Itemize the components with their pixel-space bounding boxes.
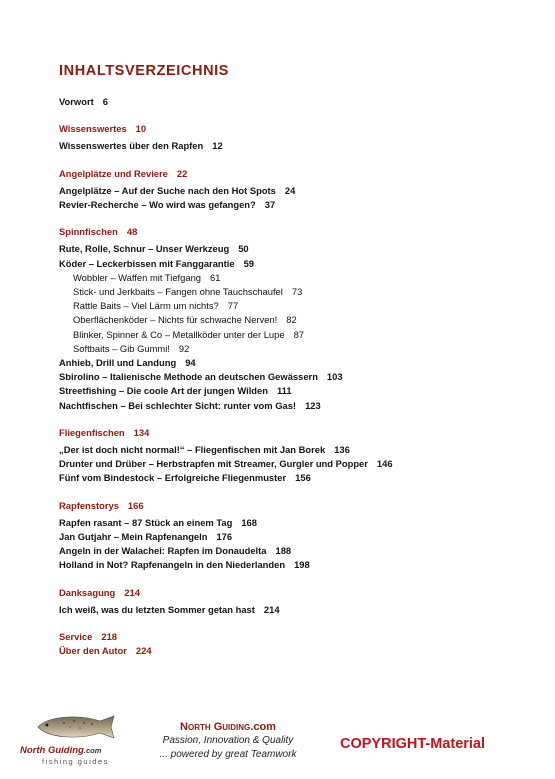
copyright-notice: COPYRIGHT-Material [340, 736, 486, 752]
toc-page-number: 136 [334, 444, 350, 455]
toc-page-number: 77 [227, 300, 239, 312]
toc-entry[interactable] [59, 140, 223, 152]
toc-page-number: 146 [376, 458, 393, 470]
toc-title: Wissenswertes [59, 123, 127, 135]
north-guiding-logo [20, 712, 130, 768]
toc-title: Stick- und Jerkbaits – Fangen ohne Tauchschaufel [73, 286, 283, 297]
logo-brand-text: North Guiding.com [20, 745, 102, 756]
toc-title: Revier-Recherche – Wo wird was gefangen? [59, 199, 256, 210]
toc-page-number: 214 [263, 603, 280, 615]
toc-subentry[interactable] [73, 343, 189, 355]
toc-entry[interactable] [59, 604, 280, 616]
toc-section[interactable] [59, 168, 187, 180]
toc-page-number: 134 [133, 426, 150, 438]
page-title: INHALTSVERZEICHNIS [59, 63, 230, 79]
toc-title: Danksagung [59, 586, 116, 598]
toc-entry[interactable] [59, 96, 108, 108]
toc-title: Ich weiß, was du letzten Sommer getan hast [59, 603, 255, 615]
toc-page-number: 61 [210, 271, 221, 283]
toc-page-number: 24 [284, 184, 296, 196]
toc-page-number: 10 [135, 123, 147, 135]
toc-page-number: 50 [238, 243, 249, 255]
toc-page-number: 214 [124, 586, 140, 598]
toc-entry[interactable] [59, 400, 321, 412]
toc-entry[interactable] [59, 385, 292, 397]
toc-page-number: 59 [243, 257, 255, 269]
toc-title: Rattle Baits – Viel Lärm um nichts? [73, 300, 219, 312]
toc-page-number: 218 [101, 631, 118, 642]
toc-entry[interactable] [59, 458, 393, 470]
toc-entry[interactable] [59, 371, 343, 383]
toc-page-number: 123 [305, 399, 321, 411]
toc-title: Rapfenstorys [59, 499, 119, 511]
toc-section[interactable] [59, 631, 117, 643]
toc-entry[interactable] [59, 517, 257, 529]
toc-subentry[interactable] [73, 300, 238, 312]
toc-title: Holland in Not? Rapfenangeln in den Niederlanden [59, 559, 286, 571]
footer-slogan [148, 720, 308, 762]
toc-page-number: 92 [178, 342, 190, 354]
toc-title: Über den Autor [59, 645, 127, 657]
toc-entry[interactable] [59, 559, 310, 571]
toc-title: Angelplätze und Reviere [59, 167, 168, 179]
toc-title: Wissenswertes über den Rapfen [59, 140, 204, 152]
toc-page-number: 224 [135, 645, 152, 657]
toc-entry[interactable] [59, 531, 232, 543]
toc-section[interactable] [59, 587, 140, 599]
toc-page-number: 48 [126, 226, 138, 238]
toc-subentry[interactable] [73, 272, 220, 284]
toc-title: Rute, Rolle, Schnur – Unser Werkzeug [59, 243, 230, 255]
toc-entry[interactable] [59, 472, 311, 484]
toc-page-number: 22 [176, 167, 188, 179]
toc-title: Wobbler – Waffen mit Tiefgang [73, 271, 202, 283]
toc-title: „Der ist doch nicht normal!“ – Fliegenfischen mit Jan Borek [59, 444, 326, 455]
toc-page-number: 198 [294, 559, 310, 571]
toc-title: Service [59, 631, 93, 642]
toc-section[interactable] [59, 123, 146, 135]
toc-title: Sbirolino – Italienische Methode an deutschen Gewässern [59, 371, 318, 383]
toc-page-number: 87 [293, 328, 305, 340]
toc-title: Jan Gutjahr – Mein Rapfenangeln [59, 531, 208, 542]
toc-entry[interactable] [59, 357, 196, 369]
toc-title: Angelplätze – Auf der Suche nach den Hot Spots [59, 184, 276, 196]
toc-page-number: 103 [326, 371, 343, 383]
toc-page-number: 73 [291, 286, 303, 297]
toc-title: Nachtfischen – Bei schlechter Sicht: runter vom Gas! [59, 399, 297, 411]
toc-entry[interactable] [59, 185, 295, 197]
toc-page-number: 82 [286, 314, 297, 326]
toc-section[interactable] [59, 226, 137, 238]
logo-subtitle: fishing guides [42, 757, 109, 766]
toc-title: Blinker, Spinner & Co – Metallköder unter der Lupe [73, 328, 285, 340]
toc-page-number: 94 [185, 357, 196, 368]
toc-page-number: 166 [127, 499, 144, 511]
toc-section[interactable] [59, 645, 152, 657]
toc-entry[interactable] [59, 199, 275, 211]
toc-page-number: 6 [102, 96, 108, 107]
toc-section[interactable] [59, 427, 149, 439]
trout-fish-icon [34, 712, 126, 742]
toc-entry[interactable] [59, 258, 254, 270]
toc-title: Drunter und Drüber – Herbstrapfen mit Streamer, Gurgler und Popper [59, 458, 368, 470]
toc-page-number: 168 [241, 516, 257, 528]
toc-entry[interactable] [59, 444, 350, 456]
toc-title: Anhieb, Drill und Landung [59, 357, 177, 368]
toc-title: Rapfen rasant – 87 Stück an einem Tag [59, 516, 233, 528]
toc-subentry[interactable] [73, 329, 304, 341]
toc-entry[interactable] [59, 243, 249, 255]
toc-title: Köder – Leckerbissen mit Fanggarantie [59, 257, 235, 269]
toc-page-number: 37 [264, 199, 276, 210]
toc-title: Angeln in der Walachei: Rapfen im Donaudelta [59, 545, 267, 557]
toc-page-number: 111 [276, 385, 292, 397]
toc-title: Fünf vom Bindestock – Erfolgreiche Fliegenmuster [59, 472, 287, 484]
toc-title: Vorwort [59, 96, 94, 107]
toc-entry[interactable] [59, 545, 291, 557]
toc-section[interactable] [59, 500, 144, 512]
toc-page-number: 176 [216, 531, 233, 542]
toc-page-number: 12 [212, 140, 223, 152]
toc-title: Streetfishing – Die coole Art der jungen Wilden [59, 385, 268, 397]
toc-title: Oberflächenköder – Nichts für schwache Nerven! [73, 314, 278, 326]
toc-title: Spinnfischen [59, 226, 118, 238]
toc-page-number: 188 [275, 545, 292, 557]
footer-slogan-line-2: ... powered by great Teamwork [159, 749, 297, 760]
footer-brand: North Guiding.com [180, 721, 276, 733]
toc-title: Fliegenfischen [59, 426, 125, 438]
footer-slogan-line-1: Passion, Innovation & Quality [162, 735, 294, 746]
toc-page-number: 156 [295, 472, 311, 484]
toc-title: Softbaits – Gib Gummi! [73, 342, 170, 354]
toc-subentry[interactable] [73, 286, 302, 298]
toc-subentry[interactable] [73, 314, 297, 326]
